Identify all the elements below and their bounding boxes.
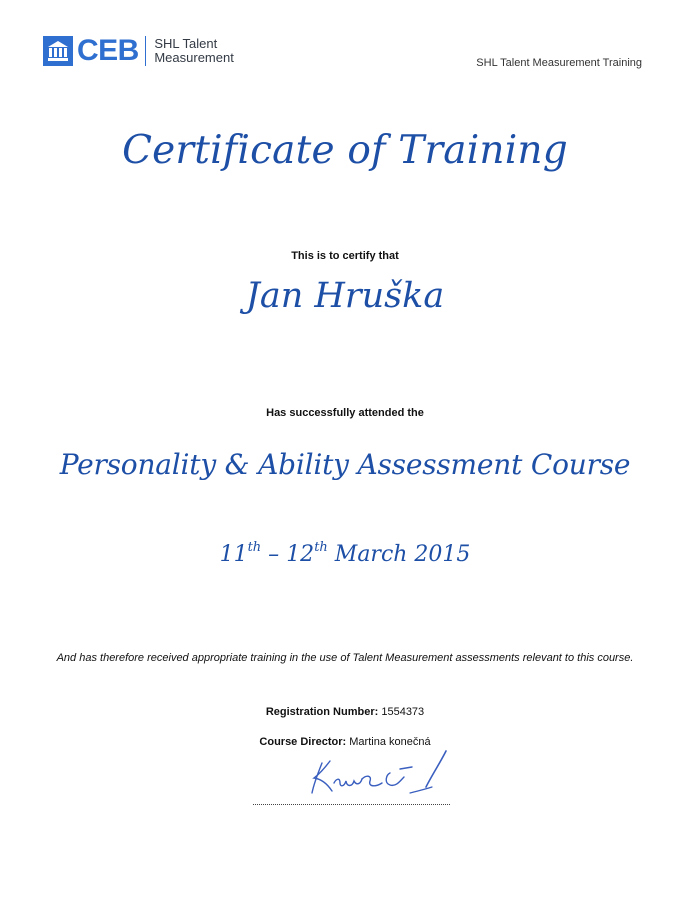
logo-divider [145, 36, 147, 66]
logo-subtitle [154, 37, 233, 65]
recipient-name: Jan Hruška [245, 276, 445, 316]
start-day: 11 [219, 542, 248, 567]
course-director-label: Course Director: [259, 736, 347, 748]
header-right-text: SHL Talent Measurement Training [476, 57, 642, 69]
month-year: March 2015 [327, 542, 471, 567]
start-day-suffix: th [247, 540, 262, 555]
course-dates [0, 540, 690, 567]
ceb-logo [43, 35, 234, 67]
logo-subtitle-line-2: Measurement [154, 50, 234, 65]
logo-subtitle-line-1: SHL Talent [154, 36, 218, 51]
logo-brand-text: CEB [77, 34, 139, 67]
registration-value: 1554373 [381, 706, 425, 718]
attended-text: Has successfully attended the [266, 407, 424, 419]
registration-label: Registration Number: [265, 706, 379, 718]
signature-line [253, 804, 450, 805]
signature-icon [300, 745, 460, 805]
certificate-title: Certificate of Training [122, 128, 568, 173]
training-statement: And has therefore received appropriate training in the use of Talent Measurement assessments relevant to this course. [56, 652, 634, 664]
end-day: 12 [286, 542, 315, 567]
date-separator: – [261, 542, 287, 567]
certify-text: This is to certify that [291, 250, 399, 262]
building-columns-icon [43, 36, 73, 66]
course-name: Personality & Ability Assessment Course [59, 448, 631, 481]
registration-number [0, 706, 690, 718]
end-day-suffix: th [314, 540, 328, 555]
course-director-value: Martina konečná [349, 736, 431, 748]
